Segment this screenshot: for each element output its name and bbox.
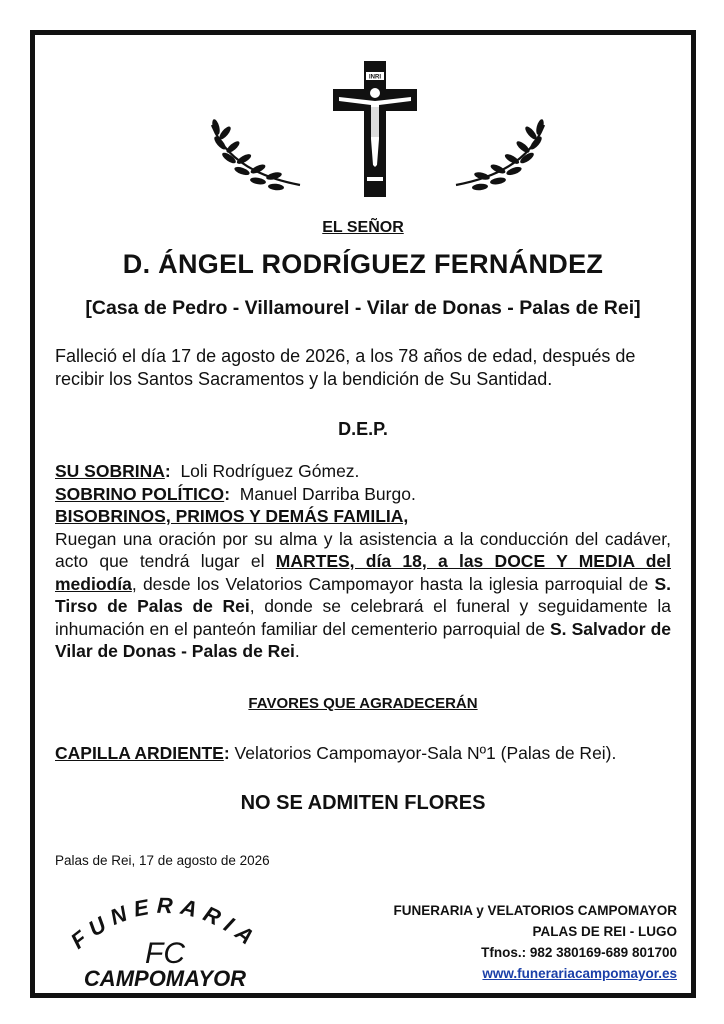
cemetery-name: S. Salvador de Vilar de Donas - Palas de Rei (55, 618, 671, 661)
ceremony-text-2: , desde los Velatorios Campomayor hasta la iglesia parroquial de (131, 573, 655, 594)
title-small: EL SEÑOR (322, 219, 404, 236)
capilla-label: CAPILLA ARDIENTE (55, 743, 224, 763)
death-notice-text: Falleció el día 17 de agosto de 2026, a los 78 años de edad, después de recibir los Santos Sacramentos y la bendición de Su Santidad. (55, 346, 636, 389)
company-info (393, 900, 677, 984)
company-website-link[interactable]: www.funerariacampomayor.es (482, 966, 677, 981)
obituary-frame (30, 30, 696, 998)
sobrino-line: SOBRINO POLÍTICO: Manuel Darriba Burgo. (55, 483, 416, 504)
sobrino-label: SOBRINO POLÍTICO (55, 483, 225, 504)
deceased-name: D. ÁNGEL RODRÍGUEZ FERNÁNDEZ (122, 249, 604, 279)
ceremony-time: MARTES, día 18, a las DOCE Y MEDIA del mediodía (55, 551, 671, 594)
laurel-left-icon (200, 117, 305, 192)
company-location: PALAS DE REI - LUGO (532, 924, 677, 939)
crucifix-icon (331, 59, 419, 199)
bisobrinos-line: BISOBRINOS, PRIMOS Y DEMÁS FAMILIA, (55, 506, 409, 526)
capilla-line: CAPILLA ARDIENTE: Velatorios Campomayor-Sala Nº1 (Palas de Rei). (55, 743, 617, 763)
deceased-address: [Casa de Pedro - Villamourel - Vilar de Donas - Palas de Rei] (85, 297, 641, 319)
ceremony-text-3: , donde se celebrará el funeral y seguidamente la inhumación en el panteón familiar del cementerio parroquial de (55, 596, 671, 639)
inri-sign: INRI (369, 74, 381, 81)
logo-monogram: FC (145, 937, 185, 970)
funeraria-logo (55, 893, 275, 993)
sobrino-value: Manuel Darriba Burgo. (239, 483, 416, 504)
logo-brand: CAMPOMAYOR (83, 966, 247, 991)
dateline: Palas de Rei, 17 de agosto de 2026 (55, 853, 270, 868)
logo-arc-text: FUNERARIA (65, 893, 265, 954)
capilla-value: Velatorios Campomayor-Sala Nº1 (Palas de Rei). (234, 743, 617, 763)
favores-heading: FAVORES QUE AGRADECERÁN (248, 695, 478, 712)
no-flowers-notice: NO SE ADMITEN FLORES (240, 792, 486, 814)
laurel-right-icon (451, 117, 556, 192)
church-name: S. Tirso de Palas de Rei (55, 573, 671, 616)
ceremony-text-4: . (294, 641, 300, 661)
company-name: FUNERARIA y VELATORIOS CAMPOMAYOR (393, 903, 677, 918)
sobrina-label: SU SOBRINA (55, 461, 165, 481)
rip-heading: D.E.P. (338, 419, 388, 439)
sobrina-line: SU SOBRINA: Loli Rodríguez Gómez. (55, 461, 360, 481)
family-section (55, 460, 671, 663)
ceremony-paragraph (55, 529, 671, 662)
ceremony-text-1: Ruegan una oración por su alma y la asistencia a la conducción del cadáver, acto que tendrá lugar el (55, 528, 671, 571)
sobrina-value: Loli Rodríguez Gómez. (180, 461, 360, 481)
company-phones: Tfnos.: 982 380169-689 801700 (481, 945, 677, 960)
